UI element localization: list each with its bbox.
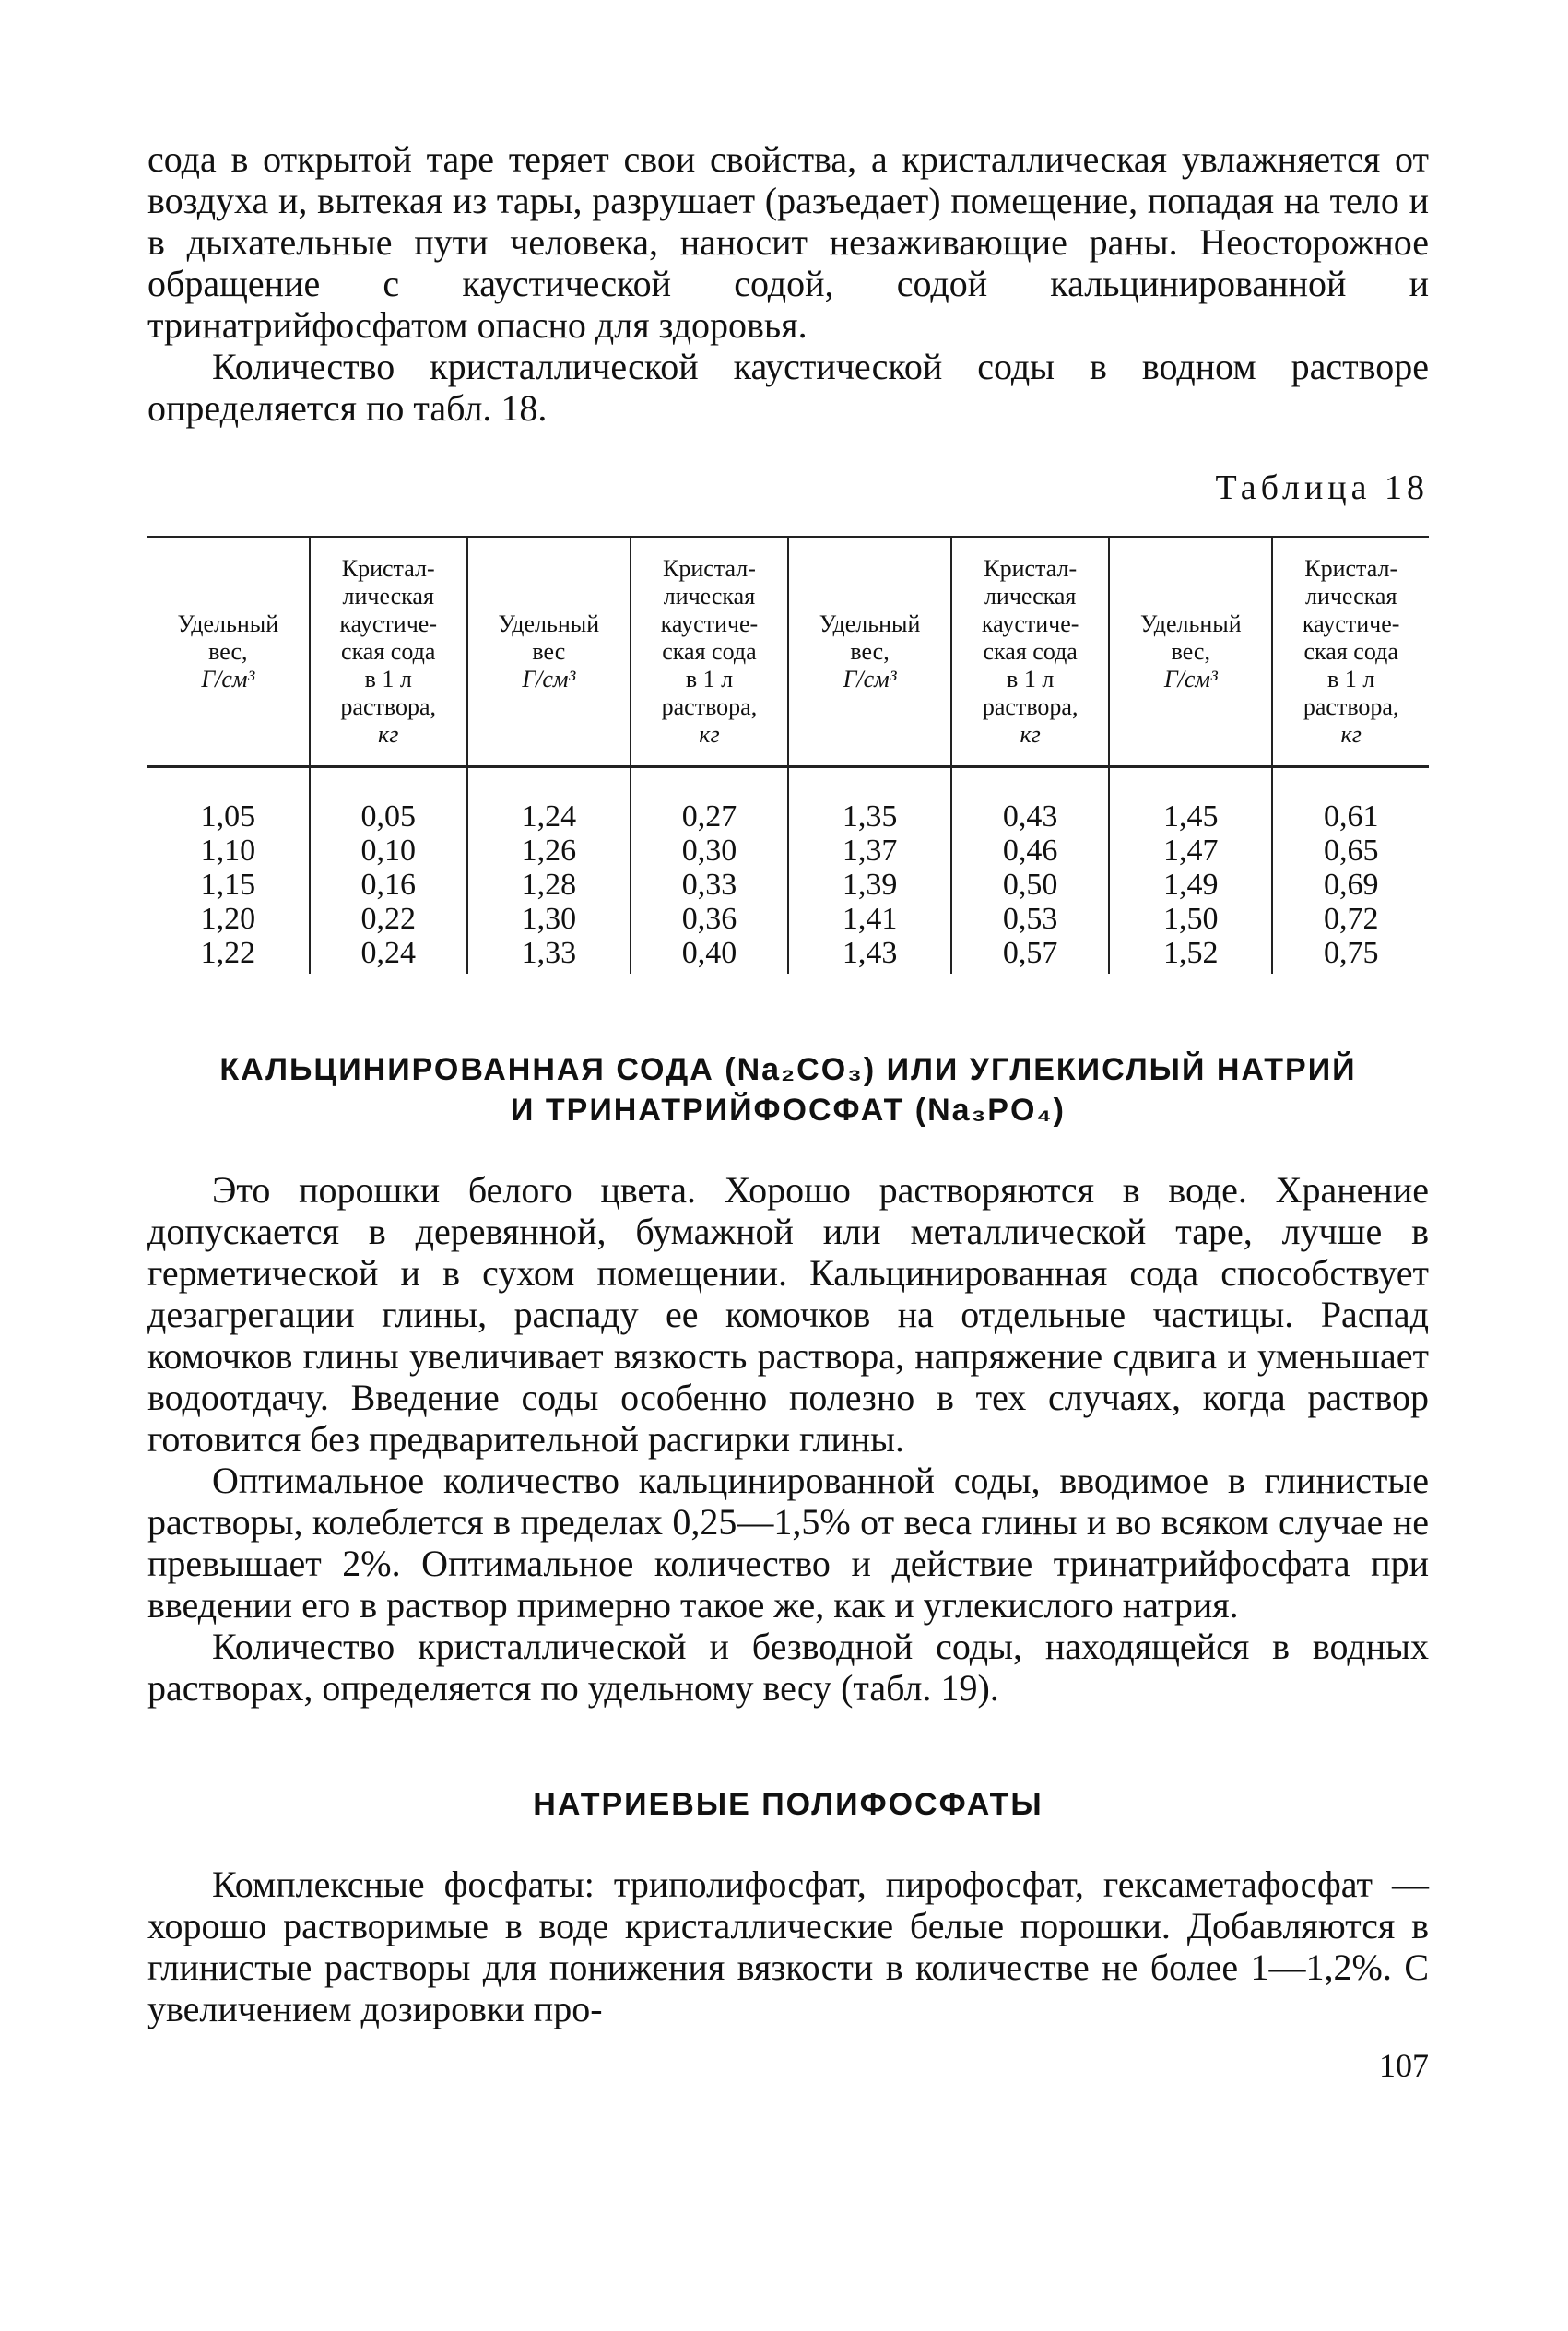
table-cell: 1,33	[467, 936, 631, 974]
table-header-line: Удельный	[177, 610, 279, 637]
table-header-line: ская сода	[1303, 638, 1398, 665]
table-cell: 0,69	[1272, 868, 1429, 902]
intro-paragraph-1: сода в открытой таре теряет свои свойства, а кристаллическая увлажняется от воздуха и, вытекая из тары, разрушает (разъедает) помещение, попадая на тело и в дыхательные пути человека, наносит незаживающие раны. Неосторожное обращение с каустической содой, содой кальцинированной и тринатрийфосфатом опасно для здоровья.	[147, 138, 1429, 346]
table-header-line: кг	[699, 721, 720, 748]
table-header-line: кг	[378, 721, 399, 748]
section-title-soda-line1: КАЛЬЦИНИРОВАННАЯ СОДА (Na₂CO₃) ИЛИ УГЛЕКИСЛЫЙ НАТРИЙ	[219, 1052, 1357, 1087]
table-cell: 1,26	[467, 834, 631, 868]
table-cell: 0,40	[631, 936, 788, 974]
table-cell: 0,30	[631, 834, 788, 868]
table-header-line: раствора,	[661, 693, 758, 720]
table-cell: 1,28	[467, 868, 631, 902]
table-header-cell	[147, 538, 310, 767]
section-title-soda-line2: И ТРИНАТРИЙФОСФАТ (Na₃PO₄)	[511, 1093, 1066, 1128]
table-cell: 0,10	[310, 834, 467, 868]
table-header-line: лическая	[984, 583, 1077, 609]
table-cell: 0,43	[951, 767, 1109, 834]
section1-paragraph-2: Оптимальное количество кальцинированной соды, вводимое в глинистые растворы, колеблется в пределах 0,25—1,5% от веса глины и во всяком случае не превышает 2%. Оптимальное количество и действие тринатрийфосфата при введении его в раствор примерно такое же, как и углекислого натрия.	[147, 1460, 1429, 1626]
section1-paragraph-1: Это порошки белого цвета. Хорошо растворяются в воде. Хранение допускается в деревянной, бумажной или металлической таре, лучше в герметической и в сухом помещении. Кальцинированная сода способствует дезагрегации глины, распаду ее комочков на отдельные частицы. Распад комочков глины увеличивает вязкость раствора, напряжение сдвига и уменьшает водоотдачу. Введение соды особенно полезно в тех случаях, когда раствор готовится без предварительной расгирки глины.	[147, 1169, 1429, 1460]
table-header-line: каустиче-	[339, 610, 437, 637]
table-header-cell	[310, 538, 467, 767]
table-header-line: Кристал-	[341, 555, 435, 582]
table-row	[147, 834, 1429, 868]
table-header-cell	[951, 538, 1109, 767]
table-cell: 0,36	[631, 902, 788, 936]
table-header-line: лическая	[663, 583, 756, 609]
table-header-line: Кристал-	[663, 555, 756, 582]
table-cell: 1,10	[200, 834, 256, 868]
table-header-line: Кристал-	[1304, 555, 1398, 582]
table-header-line: вес,	[850, 638, 890, 665]
table-cell: 0,05	[310, 767, 467, 834]
table-header-line: в 1 л	[1007, 666, 1055, 692]
table-header-line: каустиче-	[660, 610, 759, 637]
table-cell: 1,49	[1109, 868, 1272, 902]
table-row	[147, 868, 1429, 902]
table-header-cell	[631, 538, 788, 767]
table-header-row	[147, 538, 1429, 767]
section2-paragraph-1: Комплексные фосфаты: триполифосфат, пирофосфат, гексаметафосфат — хорошо растворимые в воде кристаллические белые порошки. Добавляются в глинистые растворы для понижения вязкости в количестве не более 1—1,2%. С увеличением дозировки про-	[147, 1864, 1429, 2029]
table-header-line: ская сода	[662, 638, 757, 665]
table-header-line: каустиче-	[1302, 610, 1400, 637]
table-cell: 1,35	[788, 767, 951, 834]
table-header-cell	[467, 538, 631, 767]
table-cell: 0,75	[1272, 936, 1429, 974]
table-caption: Таблица 18	[1215, 468, 1429, 507]
table-header-line: кг	[1020, 721, 1041, 748]
table-cell: 0,53	[951, 902, 1109, 936]
table-cell: 0,46	[951, 834, 1109, 868]
table-cell: 0,57	[951, 936, 1109, 974]
table-header-line: Г/см³	[1163, 666, 1218, 692]
section-title-polyphosphates: НАТРИЕВЫЕ ПОЛИФОСФАТЫ	[533, 1787, 1043, 1822]
table-header-line: кг	[1340, 721, 1362, 748]
table-header-line: вес,	[1171, 638, 1210, 665]
table-header-line: лическая	[1304, 583, 1397, 609]
table-cell: 0,24	[310, 936, 467, 974]
table-cell: 1,52	[1109, 936, 1272, 974]
table-cell: 1,05	[200, 799, 256, 834]
table-row	[147, 936, 1429, 974]
table-header-cell	[1272, 538, 1429, 767]
table-header-line: каустиче-	[981, 610, 1079, 637]
table-header-line: ская сода	[341, 638, 436, 665]
table-cell: 1,47	[1109, 834, 1272, 868]
table-header-line: ская сода	[983, 638, 1078, 665]
table-cell: 0,22	[310, 902, 467, 936]
table-cell: 1,43	[788, 936, 951, 974]
table-cell: 0,33	[631, 868, 788, 902]
table-cell: 0,16	[310, 868, 467, 902]
page	[147, 138, 1429, 2084]
intro-paragraph-2: Количество кристаллической каустической соды в водном растворе определяется по табл. 18.	[147, 346, 1429, 429]
table-header-line: Г/см³	[522, 666, 576, 692]
table-header-line: раствора,	[1303, 693, 1399, 720]
section1-paragraph-3: Количество кристаллической и безводной соды, находящейся в водных растворах, определяется по удельному весу (табл. 19).	[147, 1626, 1429, 1709]
table-header-line: раствора,	[340, 693, 436, 720]
table-cell: 1,24	[467, 767, 631, 834]
table-row	[147, 902, 1429, 936]
data-table	[147, 536, 1429, 974]
section-title-soda	[147, 1049, 1429, 1130]
table-cell: 1,41	[788, 902, 951, 936]
table-cell: 1,45	[1109, 767, 1272, 834]
table-cell: 0,72	[1272, 902, 1429, 936]
table-body	[147, 767, 1429, 975]
table-cell: 1,50	[1109, 902, 1272, 936]
table-cell: 1,20	[200, 902, 256, 936]
table-header-line: Удельный	[819, 610, 921, 637]
table-row	[147, 767, 1429, 834]
table-cell: 0,61	[1272, 767, 1429, 834]
table-header-line: лическая	[342, 583, 434, 609]
page-number: 107	[1379, 2047, 1429, 2084]
table-header-line: Удельный	[1139, 610, 1242, 637]
table-header-cell	[788, 538, 951, 767]
table-cell: 0,50	[951, 868, 1109, 902]
table-header-line: в 1 л	[685, 666, 734, 692]
table-header-line: вес	[532, 638, 566, 665]
table-cell: 0,27	[631, 767, 788, 834]
table-header-line: Удельный	[498, 610, 600, 637]
table-header-line: вес,	[208, 638, 248, 665]
table-header-line: Г/см³	[843, 666, 897, 692]
table-cell: 1,30	[467, 902, 631, 936]
table-header-line: Кристал-	[984, 555, 1078, 582]
table-cell: 1,39	[788, 868, 951, 902]
table-header-line: Г/см³	[201, 666, 255, 692]
table-header-line: раствора,	[982, 693, 1079, 720]
table-header-cell	[1109, 538, 1272, 767]
table-cell: 1,15	[200, 868, 256, 902]
table-cell: 0,65	[1272, 834, 1429, 868]
table-header-line: в 1 л	[364, 666, 412, 692]
table-cell: 1,37	[788, 834, 951, 868]
table-header-line: в 1 л	[1327, 666, 1375, 692]
table-cell: 1,22	[200, 936, 256, 970]
